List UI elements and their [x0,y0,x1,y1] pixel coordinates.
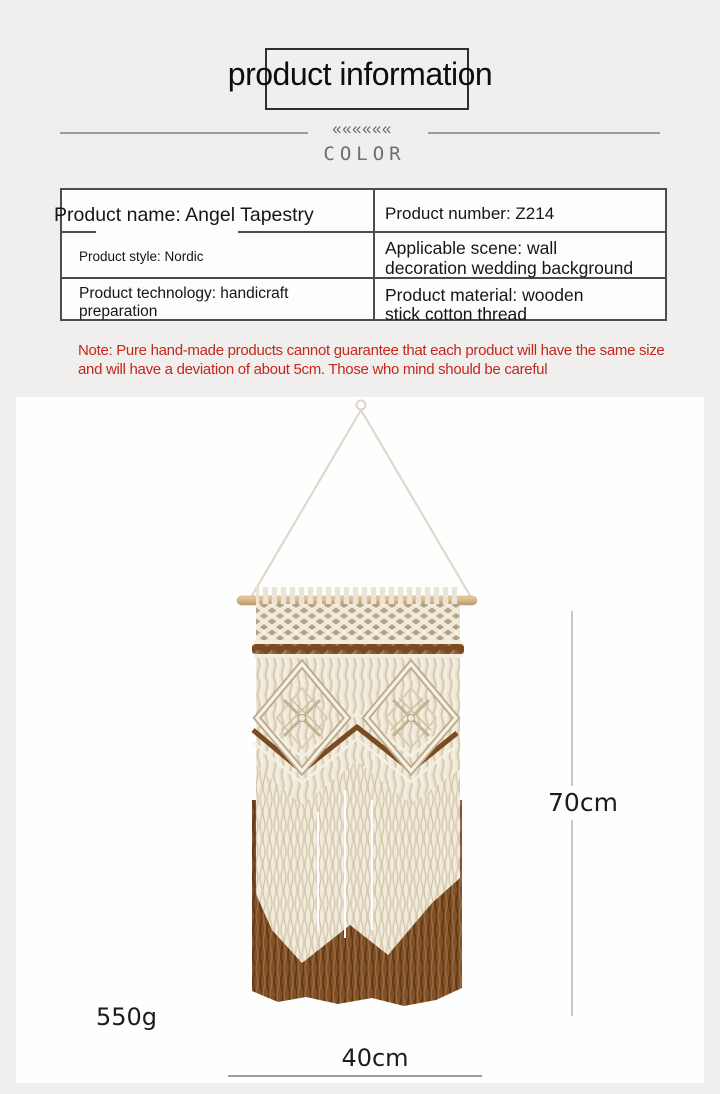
page-title: product information [227,56,493,92]
spec-product-technology-2: preparation [79,303,158,320]
handmade-note [78,341,664,379]
spec-product-material-1: Product material: wooden [385,285,584,305]
note-line-2: and will have a deviation of about 5cm. Those who mind should be careful [78,361,548,378]
weight-label: 550g [96,1003,158,1031]
dimension-height-label: 70cm [548,788,618,817]
divider-erase-patch [96,228,238,236]
chevrons-icon: «««««« [332,119,392,138]
spec-product-material-2: stick cotton thread [385,304,528,324]
spec-applicable-scene-1: Applicable scene: wall [385,238,558,258]
spec-product-number: Product number: Z214 [385,204,555,223]
product-image-panel [16,397,704,1083]
dimension-width-label: 40cm [341,1044,409,1072]
divider-right [428,132,660,134]
spec-applicable-scene-2: decoration wedding background [385,258,634,278]
color-section-label: COLOR [323,143,406,165]
spec-product-style: Product style: Nordic [79,249,204,264]
note-line-1: Note: Pure hand-made products cannot guarantee that each product will have the same size [78,342,665,359]
table-column-divider [373,190,375,319]
spec-product-name: Product name: Angel Tapestry [54,204,314,226]
product-spec-table [54,188,667,324]
divider-left [60,132,308,134]
spec-product-technology-1: Product technology: handicraft [79,285,289,302]
